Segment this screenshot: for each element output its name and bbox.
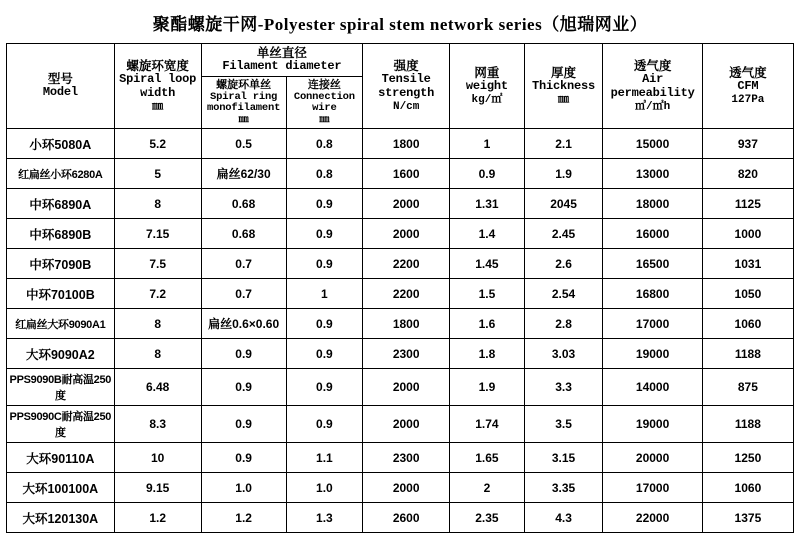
cell-cfm: 875 xyxy=(702,369,793,406)
cell-connection-wire: 1.1 xyxy=(286,443,363,473)
cell-model: 大环9090A2 xyxy=(7,339,115,369)
cell-net-weight: 1.45 xyxy=(450,249,525,279)
cell-thickness: 2.8 xyxy=(524,309,603,339)
cell-model: 中环6890B xyxy=(7,219,115,249)
cell-spiral-loop-width: 7.5 xyxy=(114,249,201,279)
cell-air-permeability: 15000 xyxy=(603,129,702,159)
cell-model: PPS9090C耐高温250度 xyxy=(7,406,115,443)
cell-thickness: 3.5 xyxy=(524,406,603,443)
cell-spiral-ring-monofilament: 扁丝0.6×0.60 xyxy=(201,309,286,339)
header-spiral-loop-width-en: Spiral loop width xyxy=(119,72,197,101)
cell-model: 红扁丝大环9090A1 xyxy=(7,309,115,339)
header-connection-wire-cn: 连接丝 xyxy=(307,79,341,92)
table-row xyxy=(7,369,794,406)
cell-thickness: 1.9 xyxy=(524,159,603,189)
cell-connection-wire: 0.8 xyxy=(286,129,363,159)
header-net-weight-en: weight xyxy=(465,79,508,94)
table-body xyxy=(7,129,794,533)
header-cell-net-weight xyxy=(450,44,525,129)
cell-thickness: 3.03 xyxy=(524,339,603,369)
cell-connection-wire: 0.9 xyxy=(286,369,363,406)
cell-model: 中环6890A xyxy=(7,189,115,219)
cell-spiral-loop-width: 9.15 xyxy=(114,473,201,503)
cell-connection-wire: 0.8 xyxy=(286,159,363,189)
cell-spiral-loop-width: 10 xyxy=(114,443,201,473)
header-tensile-strength-en: Tensile strength xyxy=(378,72,435,101)
header-net-weight-unit: kg/㎡ xyxy=(471,93,503,106)
cell-air-permeability: 16800 xyxy=(603,279,702,309)
cell-tensile-strength: 2300 xyxy=(363,339,450,369)
table-row xyxy=(7,309,794,339)
cell-air-permeability: 19000 xyxy=(603,339,702,369)
cell-tensile-strength: 1800 xyxy=(363,309,450,339)
cell-connection-wire: 0.9 xyxy=(286,309,363,339)
table-row xyxy=(7,279,794,309)
cell-tensile-strength: 2000 xyxy=(363,473,450,503)
cell-spiral-loop-width: 1.2 xyxy=(114,503,201,533)
header-tensile-strength-unit: N/cm xyxy=(392,100,420,113)
header-cell-thickness xyxy=(524,44,603,129)
cell-tensile-strength: 1800 xyxy=(363,129,450,159)
cell-air-permeability: 18000 xyxy=(603,189,702,219)
cell-model: 红扁丝小环6280A xyxy=(7,159,115,189)
cell-cfm: 1250 xyxy=(702,443,793,473)
cell-net-weight: 1.5 xyxy=(450,279,525,309)
header-cell-spiral-loop-width xyxy=(114,44,201,129)
cell-net-weight: 2 xyxy=(450,473,525,503)
cell-air-permeability: 16500 xyxy=(603,249,702,279)
cell-spiral-loop-width: 6.48 xyxy=(114,369,201,406)
header-air-permeability-unit: ㎥/㎡h xyxy=(634,100,671,113)
header-cell-cfm xyxy=(702,44,793,129)
cell-tensile-strength: 1600 xyxy=(363,159,450,189)
cell-connection-wire: 1.3 xyxy=(286,503,363,533)
cell-tensile-strength: 2000 xyxy=(363,369,450,406)
cell-net-weight: 1.8 xyxy=(450,339,525,369)
cell-cfm: 1060 xyxy=(702,473,793,503)
cell-model: 中环70100B xyxy=(7,279,115,309)
cell-model: 大环120130A xyxy=(7,503,115,533)
table-header xyxy=(7,44,794,129)
cell-spiral-ring-monofilament: 扁丝62/30 xyxy=(201,159,286,189)
cell-connection-wire: 0.9 xyxy=(286,189,363,219)
cell-tensile-strength: 2000 xyxy=(363,219,450,249)
cell-thickness: 2.1 xyxy=(524,129,603,159)
header-net-weight-cn: 网重 xyxy=(474,65,500,80)
cell-tensile-strength: 2600 xyxy=(363,503,450,533)
cell-model: 大环90110A xyxy=(7,443,115,473)
header-cell-filament-diameter-group xyxy=(201,44,363,77)
cell-spiral-loop-width: 5.2 xyxy=(114,129,201,159)
header-tensile-strength-cn: 强度 xyxy=(393,58,419,73)
cell-net-weight: 1.9 xyxy=(450,369,525,406)
cell-air-permeability: 17000 xyxy=(603,473,702,503)
header-connection-wire-en: Connection wire xyxy=(293,90,355,115)
cell-model: PPS9090B耐高温250度 xyxy=(7,369,115,406)
header-cfm-unit: 127Pa xyxy=(731,93,765,106)
cell-cfm: 1125 xyxy=(702,189,793,219)
cell-spiral-ring-monofilament: 1.0 xyxy=(201,473,286,503)
cell-net-weight: 1.31 xyxy=(450,189,525,219)
header-spiral-ring-monofilament-en: Spiral ring monofilament xyxy=(207,90,281,115)
cell-cfm: 1050 xyxy=(702,279,793,309)
cell-cfm: 1060 xyxy=(702,309,793,339)
cell-air-permeability: 22000 xyxy=(603,503,702,533)
cell-thickness: 2045 xyxy=(524,189,603,219)
cell-cfm: 1000 xyxy=(702,219,793,249)
header-thickness-en: Thickness xyxy=(532,79,596,94)
cell-connection-wire: 0.9 xyxy=(286,219,363,249)
cell-air-permeability: 17000 xyxy=(603,309,702,339)
cell-spiral-ring-monofilament: 0.9 xyxy=(201,443,286,473)
cell-air-permeability: 16000 xyxy=(603,219,702,249)
header-cell-air-permeability xyxy=(603,44,702,129)
cell-spiral-loop-width: 8 xyxy=(114,339,201,369)
cell-air-permeability: 14000 xyxy=(603,369,702,406)
header-row-top xyxy=(7,44,794,77)
cell-spiral-ring-monofilament: 0.7 xyxy=(201,279,286,309)
header-filament-diameter-cn: 单丝直径 xyxy=(256,46,307,60)
header-air-permeability-cn: 透气度 xyxy=(633,58,672,73)
cell-net-weight: 1.65 xyxy=(450,443,525,473)
cell-thickness: 3.35 xyxy=(524,473,603,503)
cell-connection-wire: 0.9 xyxy=(286,406,363,443)
table-row xyxy=(7,219,794,249)
header-connection-wire-unit: ㎜ xyxy=(319,114,330,126)
cell-net-weight: 1.4 xyxy=(450,219,525,249)
cell-thickness: 3.15 xyxy=(524,443,603,473)
table-row xyxy=(7,339,794,369)
cell-spiral-ring-monofilament: 0.68 xyxy=(201,189,286,219)
header-cell-model xyxy=(7,44,115,129)
cell-spiral-ring-monofilament: 0.68 xyxy=(201,219,286,249)
cell-spiral-loop-width: 7.2 xyxy=(114,279,201,309)
cell-model: 大环100100A xyxy=(7,473,115,503)
cell-net-weight: 0.9 xyxy=(450,159,525,189)
cell-air-permeability: 13000 xyxy=(603,159,702,189)
header-model-en: Model xyxy=(42,85,78,100)
table-row xyxy=(7,189,794,219)
cell-net-weight: 1.6 xyxy=(450,309,525,339)
cell-tensile-strength: 2300 xyxy=(363,443,450,473)
cell-tensile-strength: 2000 xyxy=(363,406,450,443)
cell-spiral-ring-monofilament: 0.5 xyxy=(201,129,286,159)
header-spiral-ring-monofilament-unit: ㎜ xyxy=(238,114,249,126)
cell-connection-wire: 0.9 xyxy=(286,339,363,369)
page-title: 聚酯螺旋干网-Polyester spiral stem network series（旭瑞网业） xyxy=(152,15,648,34)
cell-spiral-loop-width: 7.15 xyxy=(114,219,201,249)
cell-thickness: 2.45 xyxy=(524,219,603,249)
header-air-permeability-en: Air permeability xyxy=(610,72,695,101)
table-row xyxy=(7,473,794,503)
table-row xyxy=(7,249,794,279)
table-row xyxy=(7,159,794,189)
cell-thickness: 2.6 xyxy=(524,249,603,279)
cell-tensile-strength: 2000 xyxy=(363,189,450,219)
cell-connection-wire: 1 xyxy=(286,279,363,309)
cell-net-weight: 1 xyxy=(450,129,525,159)
header-cell-spiral-ring-monofilament xyxy=(201,77,286,129)
cell-spiral-ring-monofilament: 0.9 xyxy=(201,339,286,369)
header-thickness-unit: ㎜ xyxy=(558,93,570,106)
header-spiral-loop-width-cn: 螺旋环宽度 xyxy=(126,58,189,73)
table-row xyxy=(7,503,794,533)
cell-spiral-loop-width: 8.3 xyxy=(114,406,201,443)
table-row xyxy=(7,129,794,159)
cell-cfm: 820 xyxy=(702,159,793,189)
header-cfm-en: CFM xyxy=(737,79,759,94)
cell-connection-wire: 0.9 xyxy=(286,249,363,279)
cell-spiral-ring-monofilament: 0.7 xyxy=(201,249,286,279)
header-spiral-loop-width-unit: ㎜ xyxy=(152,100,164,113)
cell-thickness: 4.3 xyxy=(524,503,603,533)
cell-cfm: 937 xyxy=(702,129,793,159)
cell-spiral-ring-monofilament: 1.2 xyxy=(201,503,286,533)
cell-tensile-strength: 2200 xyxy=(363,279,450,309)
cell-net-weight: 1.74 xyxy=(450,406,525,443)
cell-net-weight: 2.35 xyxy=(450,503,525,533)
header-model-cn: 型号 xyxy=(47,72,73,87)
cell-tensile-strength: 2200 xyxy=(363,249,450,279)
cell-spiral-loop-width: 8 xyxy=(114,189,201,219)
cell-spiral-loop-width: 5 xyxy=(114,159,201,189)
cell-cfm: 1375 xyxy=(702,503,793,533)
cell-thickness: 2.54 xyxy=(524,279,603,309)
table-row xyxy=(7,406,794,443)
cell-connection-wire: 1.0 xyxy=(286,473,363,503)
header-filament-diameter-en: Filament diameter xyxy=(222,59,342,74)
header-cell-tensile-strength xyxy=(363,44,450,129)
cell-cfm: 1188 xyxy=(702,339,793,369)
cell-spiral-loop-width: 8 xyxy=(114,309,201,339)
cell-model: 小环5080A xyxy=(7,129,115,159)
header-thickness-cn: 厚度 xyxy=(551,65,577,80)
cell-air-permeability: 19000 xyxy=(603,406,702,443)
cell-cfm: 1031 xyxy=(702,249,793,279)
header-spiral-ring-monofilament-cn: 螺旋环单丝 xyxy=(216,79,272,92)
cell-spiral-ring-monofilament: 0.9 xyxy=(201,406,286,443)
cell-air-permeability: 20000 xyxy=(603,443,702,473)
header-cfm-cn: 透气度 xyxy=(729,65,767,80)
cell-model: 中环7090B xyxy=(7,249,115,279)
cell-cfm: 1188 xyxy=(702,406,793,443)
specification-table xyxy=(6,43,794,533)
cell-thickness: 3.3 xyxy=(524,369,603,406)
cell-spiral-ring-monofilament: 0.9 xyxy=(201,369,286,406)
header-cell-connection-wire xyxy=(286,77,363,129)
table-row xyxy=(7,443,794,473)
